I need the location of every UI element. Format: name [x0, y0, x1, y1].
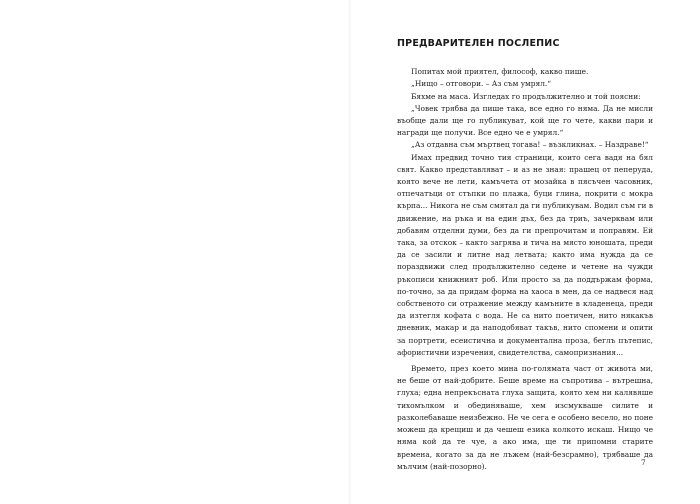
paragraph: Бяхме на маса. Изгледах го продължително и той поясни:: [411, 91, 641, 101]
paragraph: „Човек трябва да пише така, все едно го няма. Да не мисли въобще дали ще го публикуват, кой ще го чете, какви пари и награди ще получи. Все едно че е умрял.“: [397, 103, 653, 138]
page-number: 7: [641, 458, 646, 467]
paragraph: Попитах мой приятел, философ, какво пише.: [411, 67, 589, 77]
page-text-block: [397, 38, 653, 473]
chapter-title: ПРЕДВАРИТЕЛЕН ПОСЛЕПИС: [397, 38, 560, 49]
right-page: [351, 0, 700, 504]
paragraph: Имах предвид точно тия страници, които сега вадя на бял свят. Какво представляват – и аз не зная: прашец от пеперуда, която вече не лети, камъчета от мозайка в пясъчен часовник, отпечатъци от стъпки по плажа, буци глина, покрити с мокра кърпа... Никога не съм смятал да ги публикувам. Водил съм ги в движение, на ръка и на един дъх, без да триъ, зачерквам или добавям отделни думи, без да ги препрочитам и поправям. Ей така, за отскок – както загрява и тича на място юношата, преди да се засили и литне над летвата; както има нужда да се пораздвижи след продължително седене и четене на чужди ръкописи книжният роб. Или просто за да поддържам форма, по-точно, за да придам форма на хаоса в мен, да се надвеся над собственото си отражение между камъните в кладенеца, преди да изтегля кофата с вода. Не са нито поетичен, нито някакъв дневник, макар и да наподобяват такъв, нито спомени и опити за портрети, есеистична и документална проза, беглъ пътепис, афористични изречения, свидетелства, самопризнания...: [397, 152, 653, 357]
paragraph: „Аз отдавна съм мъртвец тогава! – възкликнах. – Наздраве!“: [411, 140, 649, 150]
paragraph: Времето, през което мина по-голямата част от живота ми, не беше от най-добрите. Беше време на съпротива – вътрешна, глуха; една непрекъсната глуха защита, която хем ни калявяше тихомълком и обединяваше, хем изсмукваше силите и разколебаваше неизбежно. Не че сега е особено весело, но поне можеш да крещиш и да чешеш езика колкото искаш. Нищо че няма кой да те чуе, а ако има, ще ти припомни старите времена, когато за да не лъжем (най-безсрамно), трябваше да мълчим (най-позорно).: [397, 364, 653, 471]
paragraph: „Нищо – отговори. – Аз съм умрял.“: [411, 79, 552, 89]
